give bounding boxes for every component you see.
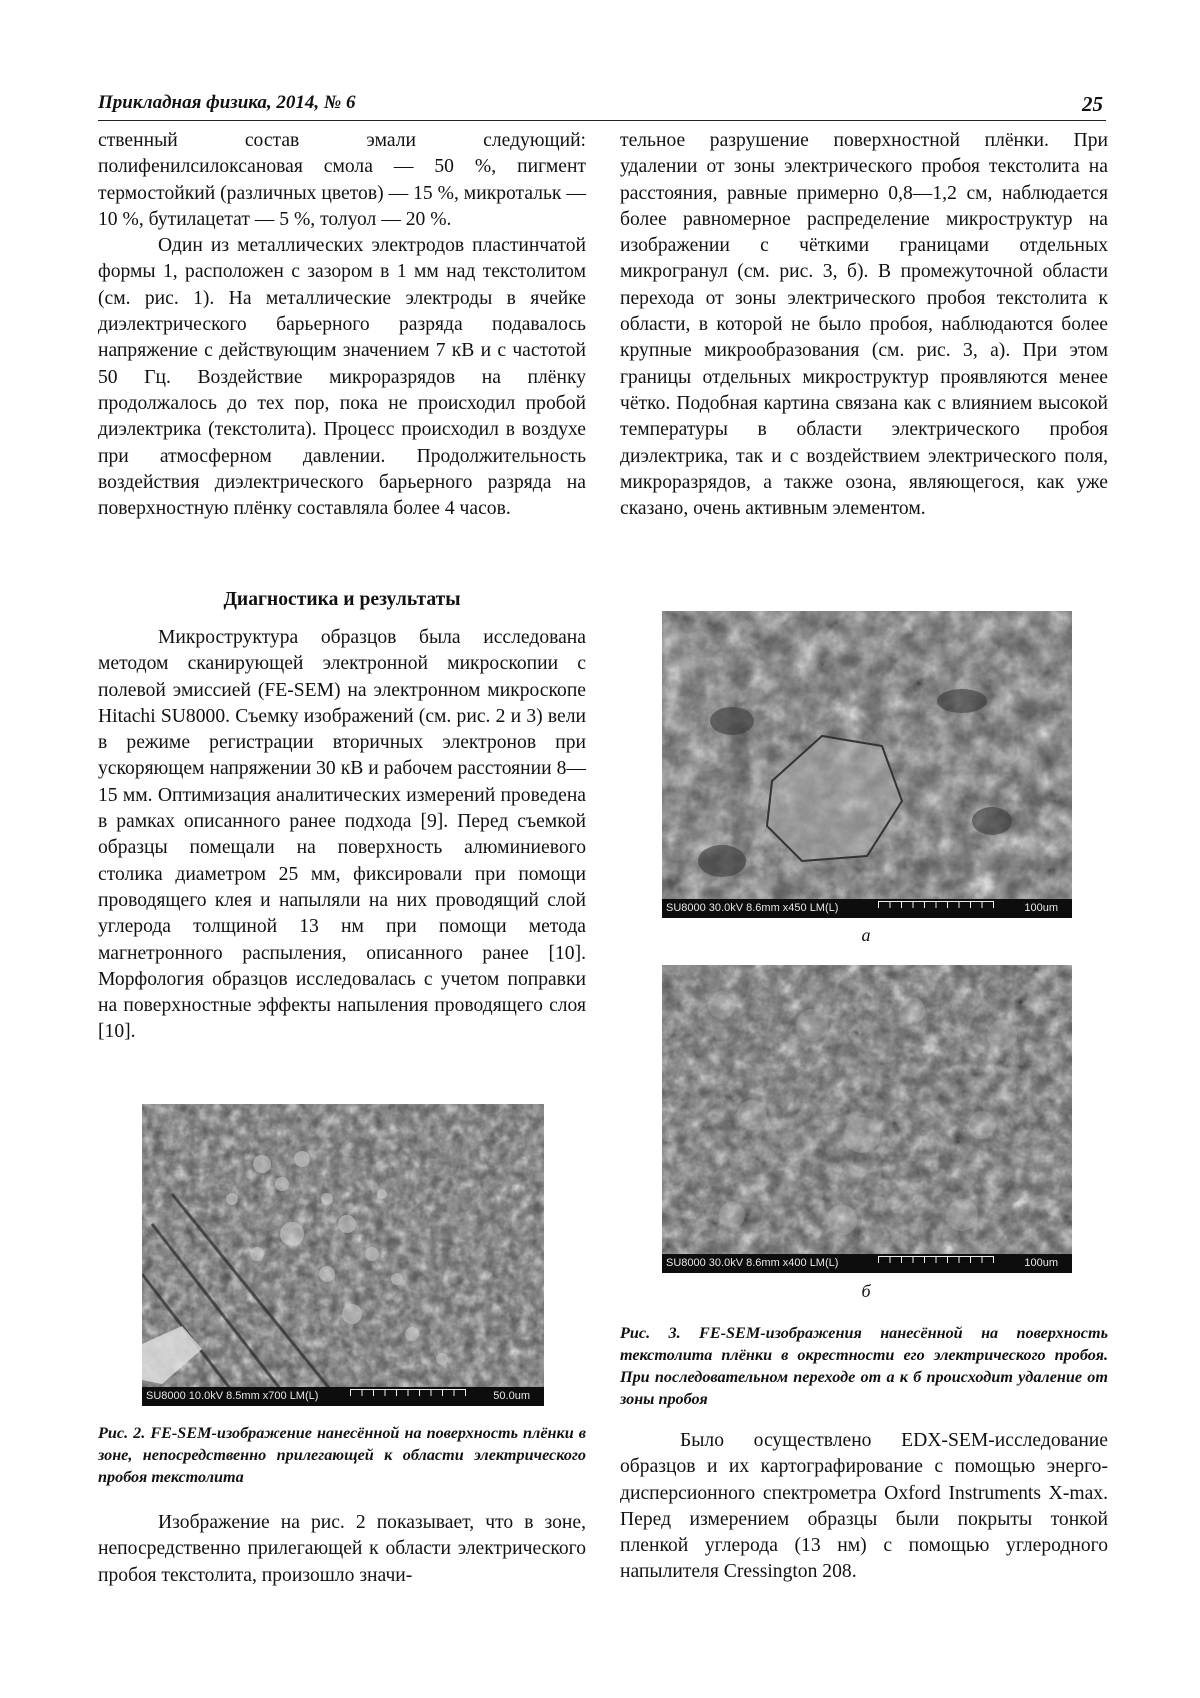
journal-header: Прикладная физика, 2014, № 6 — [98, 92, 356, 113]
figure-3a-sem-image — [662, 611, 1072, 918]
figure-3a-label: а — [861, 925, 871, 945]
sem-databar — [662, 899, 1072, 918]
left-column-closing — [98, 1510, 586, 1589]
scale-bar — [878, 1256, 994, 1263]
left-column-section-text — [98, 625, 586, 1046]
section-title: Диагностика и результаты — [223, 589, 461, 610]
paragraph-methods: Микроструктура образцов была исследована методом сканирующей электронной микроскопии с полевой эмиссией (FE-SEM) на электронном микроскопе Hitachi SU8000. Съемку изображений (см. рис. 2 и 3) вели в режиме регистрации вторичных электронов при ускоряющем напряжении 30 кВ и рабочем расстоянии 8—15 мм. Оптимизация аналитических измерений проведена в рамках описанного ранее подхода [9]. Перед съемкой образцы помещали на поверхность алюминиевого столика диаметром 25 мм, фиксировали при помощи проводящего клея и напыляли на них проводящий слой углерода толщиной 13 нм при помощи метода магнетронного распыления, описанного ранее [10]. Морфология образцов исследовалась с учетом поправки на поверхностные эффекты напыления проводящего слоя [10]. — [98, 627, 586, 1043]
figure-3b-label: б — [861, 1281, 871, 1301]
sem-databar — [142, 1387, 544, 1406]
figure-2-sem-image — [142, 1104, 544, 1406]
paragraph-fig2-discussion: Изображение на рис. 2 показывает, что в зоне, непосредственно прилегающей к области электрического пробоя текстолита, произошло значи- — [98, 1512, 586, 1586]
sem-texture-fig3b — [662, 965, 1072, 1273]
scale-label: 50.0um — [493, 1390, 530, 1402]
scale-bar — [350, 1389, 466, 1396]
page-number: 25 — [1082, 92, 1103, 116]
sem-databar — [662, 1254, 1072, 1273]
figure-3-caption: Рис. 3. FE-SEM-изображения нанесённой на поверхность текстолита плёнки в окрестности его электрического пробоя. При последовательном переходе от а к б происходит удаление от зоны пробоя — [620, 1324, 1108, 1408]
header-rule — [98, 120, 1106, 121]
paragraph-composition: ственный состав эмали следующий: полифенилсилоксановая смола — 50 %, пигмент термостойкий (различных цветов) — 15 %, микротальк — 10 %, бутилацетат — 5 %, толуол — 20 %. — [98, 130, 586, 230]
figure-2-caption: Рис. 2. FE-SEM-изображение нанесённой на поверхность плёнки в зоне, непосредственно прилегающей к области электрического пробоя текстолита — [98, 1424, 586, 1486]
sem-databar-info: SU8000 30.0kV 8.6mm x400 LM(L) — [666, 1257, 839, 1269]
scale-label: 100um — [1024, 902, 1058, 914]
left-column-text — [98, 128, 586, 522]
sem-texture-fig2 — [142, 1104, 544, 1406]
scale-label: 100um — [1024, 1257, 1058, 1269]
scale-bar — [878, 901, 994, 908]
right-column-closing — [620, 1428, 1108, 1586]
paragraph-electrodes: Один из металлических электродов пластинчатой формы 1, расположен с зазором в 1 мм над текстолитом (см. рис. 1). На металлические электроды в ячейке диэлектрического барьерного разряда подавалось напряжение с действующим значением 7 кВ и с частотой 50 Гц. Воздействие микроразрядов на плёнку продолжалось до тех пор, пока не происходил пробой диэлектрика (текстолита). Процесс происходил в воздухе при атмосферном давлении. Продолжительность воздействия диэлектрического барьерного разряда на поверхностную плёнку составляла более 4 часов. — [98, 235, 586, 520]
sem-databar-info: SU8000 30.0kV 8.6mm x450 LM(L) — [666, 902, 839, 914]
paragraph-edx: Было осуществлено EDX-SEM-исследование образцов и их картографирование с помощью энерго-дисперсионного спектрометра Oxford Instruments X-max. Перед измерением образцы были покрыты тонкой пленкой углерода (13 нм) с помощью углеродного напылителя Cressington 208. — [620, 1430, 1108, 1583]
sem-texture-fig3a — [662, 611, 1072, 918]
paragraph-results: тельное разрушение поверхностной плёнки. При удалении от зоны электрического пробоя текстолита на расстояния, равные примерно 0,8—1,2 см, наблюдается более равномерное распределение микроструктур на изображении с чёткими границами отдельных микрогранул (см. рис. 3, б). В промежуточной области перехода от зоны электрического пробоя текстолита к области, в которой не было пробоя, наблюдаются более крупные микрообразования (см. рис. 3, а). При этом границы отдельных микроструктур проявляются менее чётко. Подобная картина связана как с влиянием высокой температуры в области электрического пробоя диэлектрика, так и с воздействием электрического поля, микроразрядов, а также озона, являющегося, как уже сказано, очень активным элементом. — [620, 130, 1108, 520]
right-column-text — [620, 128, 1108, 522]
sem-databar-info: SU8000 10.0kV 8.5mm x700 LM(L) — [146, 1390, 319, 1402]
figure-3b-sem-image — [662, 965, 1072, 1273]
